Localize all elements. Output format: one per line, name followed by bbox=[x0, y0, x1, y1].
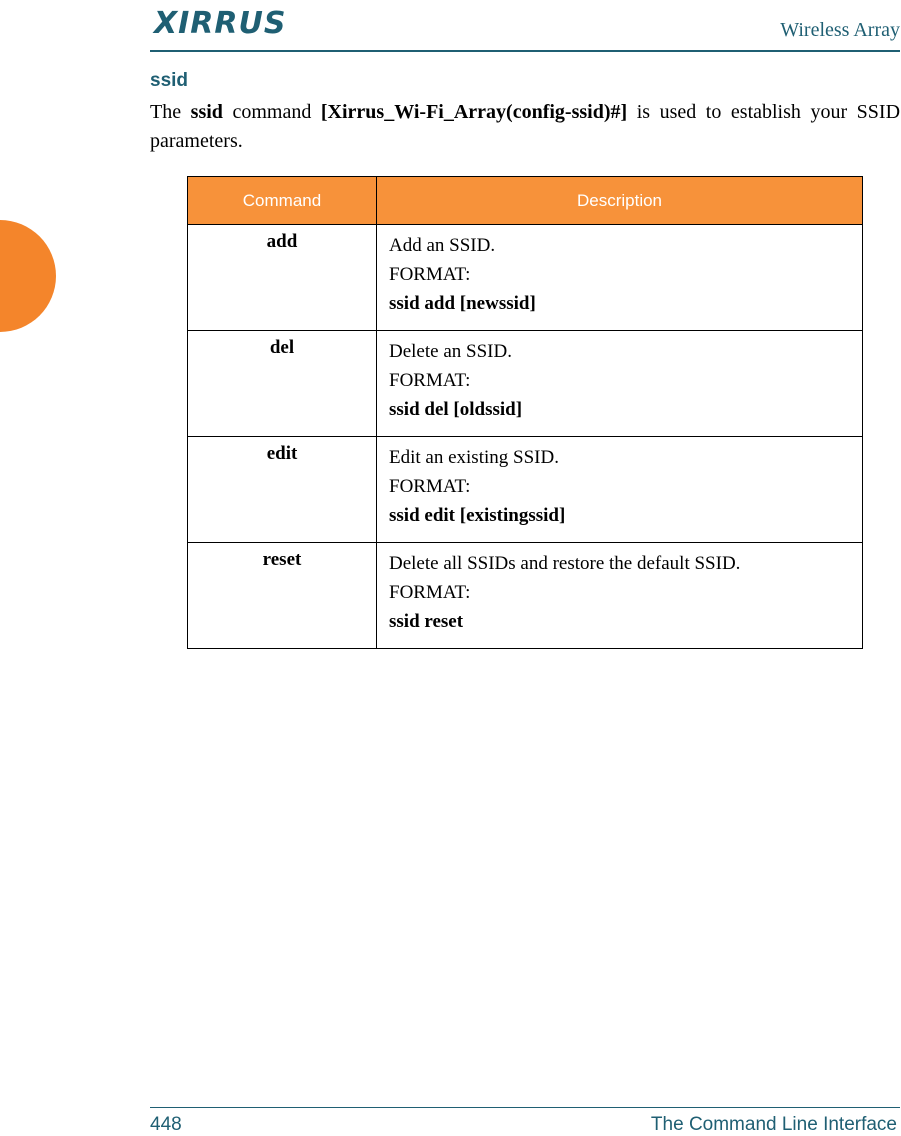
command-name: reset bbox=[188, 543, 377, 649]
format-label: FORMAT: bbox=[389, 476, 471, 497]
description-text: Edit an existing SSID. bbox=[389, 447, 559, 468]
command-name: del bbox=[188, 331, 377, 437]
intro-prompt: [Xirrus_Wi-Fi_Array(config-ssid)#] bbox=[320, 101, 628, 123]
format-label: FORMAT: bbox=[389, 264, 471, 285]
header-command: Command bbox=[188, 177, 377, 225]
page-number: 448 bbox=[150, 1114, 182, 1135]
header-title: Wireless Array bbox=[780, 19, 900, 41]
format-label: FORMAT: bbox=[389, 582, 471, 603]
description-text: Delete all SSIDs and restore the default SSID. bbox=[389, 553, 741, 574]
table-row bbox=[188, 225, 863, 331]
description-text: Delete an SSID. bbox=[389, 341, 512, 362]
command-table bbox=[187, 176, 863, 649]
command-name: add bbox=[188, 225, 377, 331]
chapter-title: The Command Line Interface bbox=[650, 1114, 897, 1135]
logo-text: XIRRUS bbox=[154, 6, 287, 41]
format-syntax: ssid del [oldssid] bbox=[389, 399, 523, 420]
description-text: Add an SSID. bbox=[389, 235, 496, 256]
chapter-tab-marker bbox=[0, 220, 56, 332]
command-description bbox=[377, 331, 863, 437]
table-row bbox=[188, 331, 863, 437]
command-description bbox=[377, 437, 863, 543]
format-syntax: ssid edit [existingssid] bbox=[389, 505, 566, 526]
intro-paragraph bbox=[150, 98, 900, 156]
command-description bbox=[377, 543, 863, 649]
format-syntax: ssid reset bbox=[389, 611, 464, 632]
format-label: FORMAT: bbox=[389, 370, 471, 391]
intro-text-3: is used to establish your SSID parameters. bbox=[150, 101, 901, 152]
format-syntax: ssid add [newssid] bbox=[389, 293, 536, 314]
command-name: edit bbox=[188, 437, 377, 543]
table-row bbox=[188, 543, 863, 649]
table-row bbox=[188, 437, 863, 543]
table-header-row bbox=[188, 177, 863, 225]
page-header bbox=[150, 0, 900, 52]
intro-text-1: The bbox=[150, 101, 191, 123]
command-description bbox=[377, 225, 863, 331]
header-description: Description bbox=[377, 177, 863, 225]
intro-text-2: command bbox=[222, 101, 321, 123]
intro-command: ssid bbox=[190, 101, 223, 123]
page-footer bbox=[150, 1107, 900, 1134]
xirrus-logo bbox=[154, 6, 286, 41]
section-title: ssid bbox=[150, 70, 189, 91]
